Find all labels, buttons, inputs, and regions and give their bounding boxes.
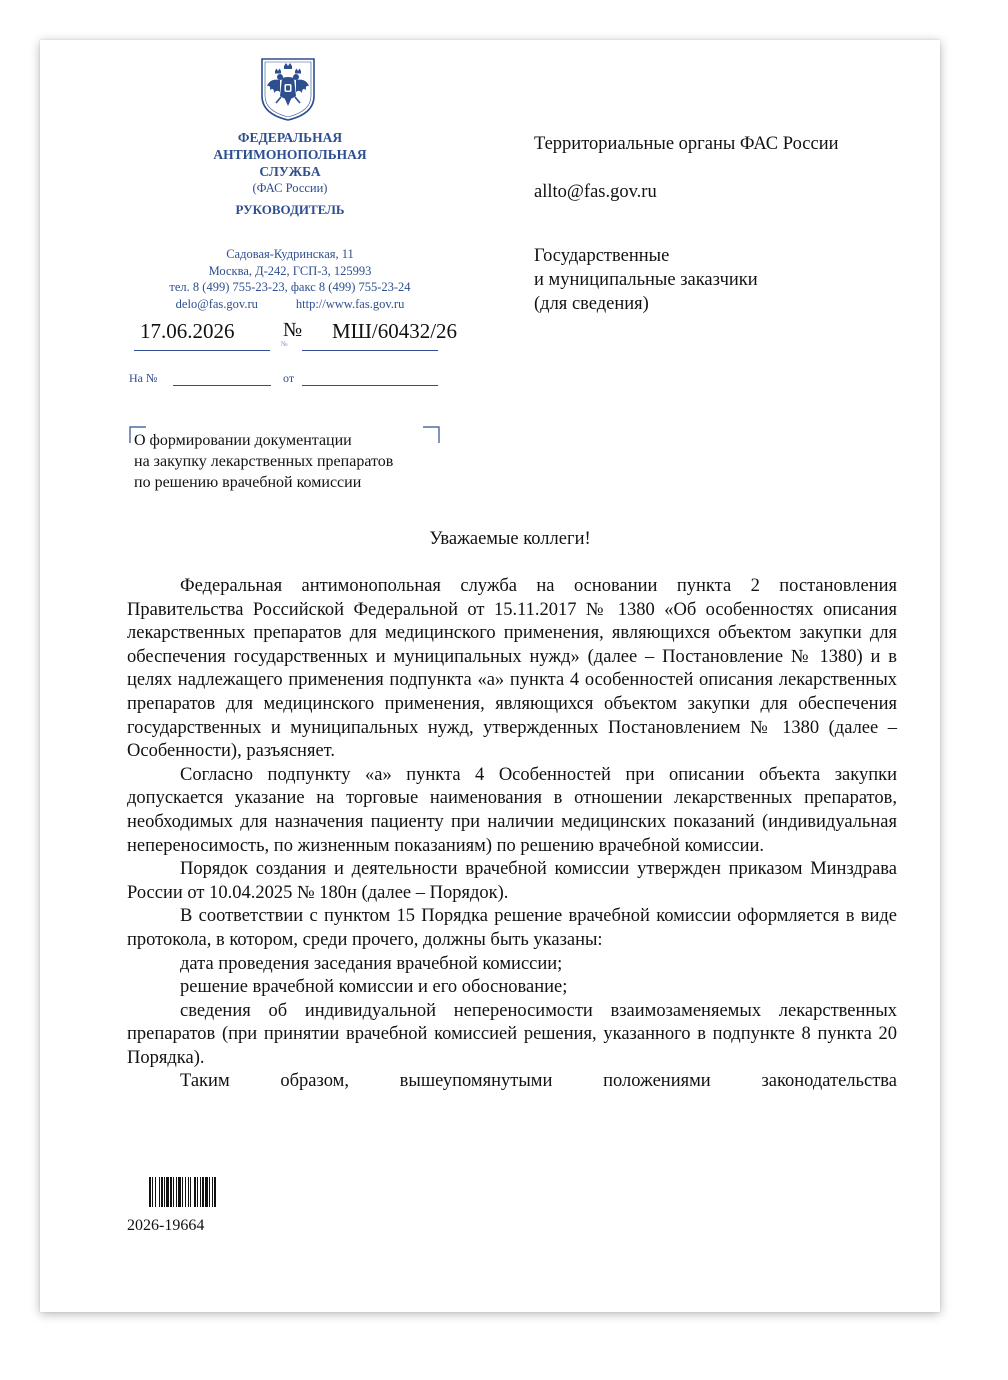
greeting: Уважаемые коллеги! bbox=[429, 529, 591, 549]
number-mark: № bbox=[281, 340, 288, 348]
addressee-customers: и муниципальные заказчики bbox=[534, 270, 758, 290]
addressee-email[interactable]: allto@fas.gov.ru bbox=[534, 182, 657, 202]
subject-line: на закупку лекарственных препаратов bbox=[134, 453, 394, 470]
registration-date: 17.06.2026 bbox=[140, 319, 235, 343]
agency-name-line: ФЕДЕРАЛЬНАЯ bbox=[237, 130, 343, 145]
subject-line: по решению врачебной комиссии bbox=[134, 474, 362, 491]
body-paragraph: Таким образом, вышеупомянутыми положениями законодательства bbox=[180, 1071, 897, 1092]
agency-email[interactable]: delo@fas.gov.ru bbox=[175, 296, 258, 311]
letter-subject bbox=[134, 430, 454, 493]
from-label: от bbox=[283, 371, 295, 385]
subject-line: О формировании документации bbox=[134, 432, 352, 449]
registration-number: МШ/60432/26 bbox=[332, 319, 458, 343]
registration-number-sign: № bbox=[283, 319, 303, 341]
body-paragraph: Согласно подпункту «а» пункта 4 Особенностей при описании объекта закупки допускается указание на торговые наименования в отношении лекарственных препаратов, необходимых для назначения пациенту при наличии медицинских показаний (индивидуальная непереносимость, по жизненным показаниям) по решению врачебной комиссии. bbox=[127, 764, 897, 856]
body-list-item: дата проведения заседания врачебной комиссии; bbox=[180, 953, 563, 974]
letter-body bbox=[127, 575, 897, 1094]
body-list-item: сведения об индивидуальной непереносимости взаимозаменяемых лекарственных препаратов (при принятии врачебной комиссией решения, указанного в подпункте 8 пункта 20 Порядка). bbox=[127, 1000, 897, 1068]
address-city: Москва, Д-242, ГСП-3, 125993 bbox=[208, 263, 372, 278]
letter-page bbox=[40, 40, 940, 1312]
agency-website[interactable]: http://www.fas.gov.ru bbox=[295, 296, 405, 311]
addressee-customers: Государственные bbox=[534, 246, 670, 266]
addressee-note: (для сведения) bbox=[534, 294, 649, 314]
addressees bbox=[534, 132, 839, 316]
address-street: Садовая-Кудринская, 11 bbox=[226, 247, 354, 261]
from-underline bbox=[302, 385, 438, 386]
signatory-role: РУКОВОДИТЕЛЬ bbox=[235, 202, 345, 217]
reply-to-underline bbox=[173, 385, 271, 386]
agency-abbreviation: (ФАС России) bbox=[252, 181, 328, 195]
agency-name bbox=[190, 129, 390, 218]
body-paragraph: Порядок создания и деятельности врачебной комиссии утвержден приказом Минздрава России от 10.04.2025 № 180н (далее – Порядок). bbox=[127, 859, 897, 903]
barcode-icon bbox=[149, 1177, 245, 1207]
agency-name-line: АНТИМОНОПОЛЬНАЯ bbox=[213, 147, 367, 162]
body-list-item: решение врачебной комиссии и его обоснование; bbox=[180, 977, 568, 998]
body-paragraph: В соответствии с пунктом 15 Порядка решение врачебной комиссии оформляется в виде протокола, в котором, среди прочего, должны быть указаны: bbox=[127, 906, 897, 950]
agency-name-line: СЛУЖБА bbox=[259, 164, 321, 179]
reply-to-label: На № bbox=[129, 371, 158, 385]
coat-of-arms-icon bbox=[258, 56, 318, 122]
address-phones: тел. 8 (499) 755-23-23, факс 8 (499) 755-23-24 bbox=[169, 280, 411, 294]
barcode-number: 2026-19664 bbox=[127, 1217, 205, 1234]
date-underline bbox=[134, 350, 270, 351]
body-paragraph: Федеральная антимонопольная служба на основании пункта 2 постановления Правительства Российской Федеральной от 15.11.2017 № 1380 «Об особенностях описания лекарственных препаратов для медицинского применения, являющихся объектом закупки для обеспечения государственных и муниципальных нужд» (далее – Постановление № 1380) и в целях надлежащего применения подпункта «а» пункта 4 особенностей описания лекарственных препаратов для медицинского применения, являющихся объектом закупки для обеспечения государственных и муниципальных нужд, утвержденных Постановлением № 1380 (далее – Особенности), разъясняет. bbox=[127, 576, 897, 762]
number-underline bbox=[302, 350, 438, 351]
agency-address bbox=[130, 246, 450, 312]
addressee-territorial: Территориальные органы ФАС России bbox=[534, 134, 839, 154]
